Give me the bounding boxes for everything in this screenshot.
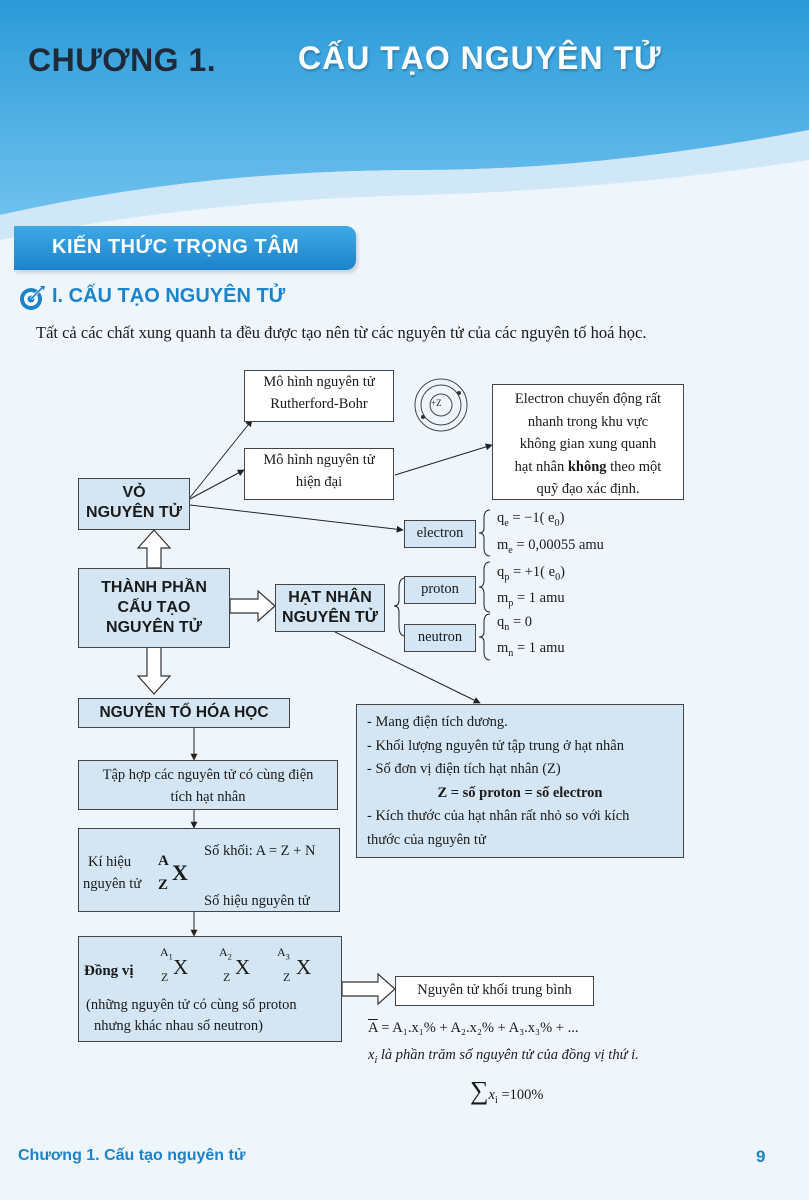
symbol-label-line1: Kí hiệu (88, 854, 132, 870)
isotope-desc-line1: (những nguyên tử có cùng số proton (86, 997, 297, 1013)
isotope3-mass: $A_3$ (277, 945, 290, 962)
proton-mass: $m_p = 1$ amu (497, 590, 565, 609)
sum-formula: $\sum x_i =100\%$ (470, 1076, 544, 1106)
rb-model-line1: Mô hình nguyên tử (263, 374, 375, 390)
element-def-line2: tích hạt nhân (170, 789, 246, 805)
neutron-mass: $m_n = 1$ amu (497, 640, 565, 659)
composition-line3: NGUYÊN TỬ (106, 619, 202, 636)
nucleus-prop-mass: - Khối lượng nguyên tử tập trung ở hạt nhân (367, 737, 624, 754)
modern-model-line2: hiện đại (295, 474, 343, 490)
isotope2-x: X (235, 955, 251, 979)
nucleus-prop-size2: thước của nguyên tử (367, 831, 486, 848)
electron-desc-line2: nhanh trong khu vực (527, 413, 649, 430)
isotope1-z: Z (161, 970, 169, 984)
neutron-charge: $q_n = 0$ (497, 614, 532, 633)
key-knowledge-label: KIẾN THỨC TRỌNG TÂM (52, 236, 300, 258)
page-number: 9 (756, 1147, 766, 1166)
electron-desc-nucleus: hạt nhân (514, 458, 565, 475)
electron-charge: $q_e = -1$( $e_0$) (497, 510, 565, 529)
shell-line2: NGUYÊN TỬ (86, 504, 182, 521)
chapter-label: CHƯƠNG 1. (28, 42, 217, 78)
mass-number-label: Số khối: A = Z + N (204, 843, 316, 859)
footer-chapter: Chương 1. Cấu tạo nguyên tử (18, 1147, 246, 1164)
electron-desc-line3: không gian xung quanh (519, 436, 657, 452)
nucleus-prop-size1: - Kích thước của hạt nhân rất nhỏ so với kích (367, 808, 630, 824)
nucleus-prop-equation: Z = số proton = số electron (437, 784, 603, 801)
isotope2-z: Z (223, 970, 231, 984)
average-mass-formula: $\overline{A} = A_1.x_1\% + A_2.x_2\% + A_3.x_3\%$ + ... (368, 1020, 579, 1036)
nucleus-box (275, 584, 385, 632)
xi-description: $x_i$ là phần trăm số nguyên tử của đồng vị thứ i. (368, 1047, 639, 1066)
isotope-desc-line2: nhưng khác nhau số neutron) (94, 1018, 263, 1034)
header-background (0, 0, 809, 250)
symbol-x: X (172, 860, 188, 885)
isotope1-mass: $A_1$ (160, 945, 173, 962)
symbol-z: Z (158, 877, 169, 893)
nucleus-charge-label: +Z (431, 398, 442, 408)
target-icon (18, 284, 46, 312)
electron-desc-along: theo một (610, 458, 662, 475)
proton-charge: $q_p = +1$( $e_0$) (497, 564, 565, 583)
isotope1-x: X (173, 955, 189, 979)
isotope-label: Đồng vị (84, 963, 134, 979)
electron-desc-not: không (567, 458, 607, 475)
section-title: I. CẤU TẠO NGUYÊN TỬ (52, 285, 286, 307)
rb-model-line2: Rutherford-Bohr (270, 396, 368, 412)
nucleus-properties-box (356, 704, 684, 858)
chemical-element-box: NGUYÊN TỐ HÓA HỌC (78, 698, 290, 728)
element-def-line1: Tập hợp các nguyên tử có cùng điện (102, 767, 314, 783)
isotope3-z: Z (283, 970, 291, 984)
composition-line2: CẤU TẠO (117, 599, 191, 616)
chapter-title: CẤU TẠO NGUYÊN TỬ (298, 40, 662, 76)
proton-box: proton (404, 576, 476, 604)
electron-mass: $m_e = 0,00055$ amu (497, 537, 604, 556)
nucleus-prop-charge: - Mang điện tích dương. (367, 714, 508, 730)
shell-line1: VỎ (122, 484, 146, 501)
atomic-shell-box (78, 478, 190, 530)
neutron-box: neutron (404, 624, 476, 652)
intro-text: Tất cả các chất xung quanh ta đều được tạo nên từ các nguyên tử của các nguyên tố hoá học. (36, 323, 647, 342)
composition-line1: THÀNH PHẦN (101, 579, 207, 596)
electron-box: electron (404, 520, 476, 548)
atomic-number-label: Số hiệu nguyên tử (204, 893, 310, 909)
symbol-label-line2: nguyên tử (83, 876, 142, 892)
symbol-a: A (158, 853, 169, 869)
electron-desc-line1: Electron chuyển động rất (514, 391, 662, 407)
modern-model-line1: Mô hình nguyên tử (263, 452, 375, 468)
atomic-composition-box (78, 568, 230, 648)
nucleus-prop-z: - Số đơn vị điện tích hạt nhân (Z) (367, 761, 561, 777)
nucleus-line1: HẠT NHÂN (288, 589, 372, 606)
isotope2-mass: $A_2$ (219, 945, 232, 962)
modern-model-box (244, 448, 394, 500)
electron-desc-line5: quỹ đạo xác định. (536, 481, 640, 497)
rutherford-bohr-model-box (244, 370, 394, 422)
electron-motion-box (492, 384, 684, 500)
element-definition-box (78, 760, 338, 810)
average-atomic-mass-box: Nguyên tử khối trung bình (395, 976, 594, 1006)
isotope3-x: X (296, 955, 312, 979)
nucleus-line2: NGUYÊN TỬ (282, 609, 378, 626)
